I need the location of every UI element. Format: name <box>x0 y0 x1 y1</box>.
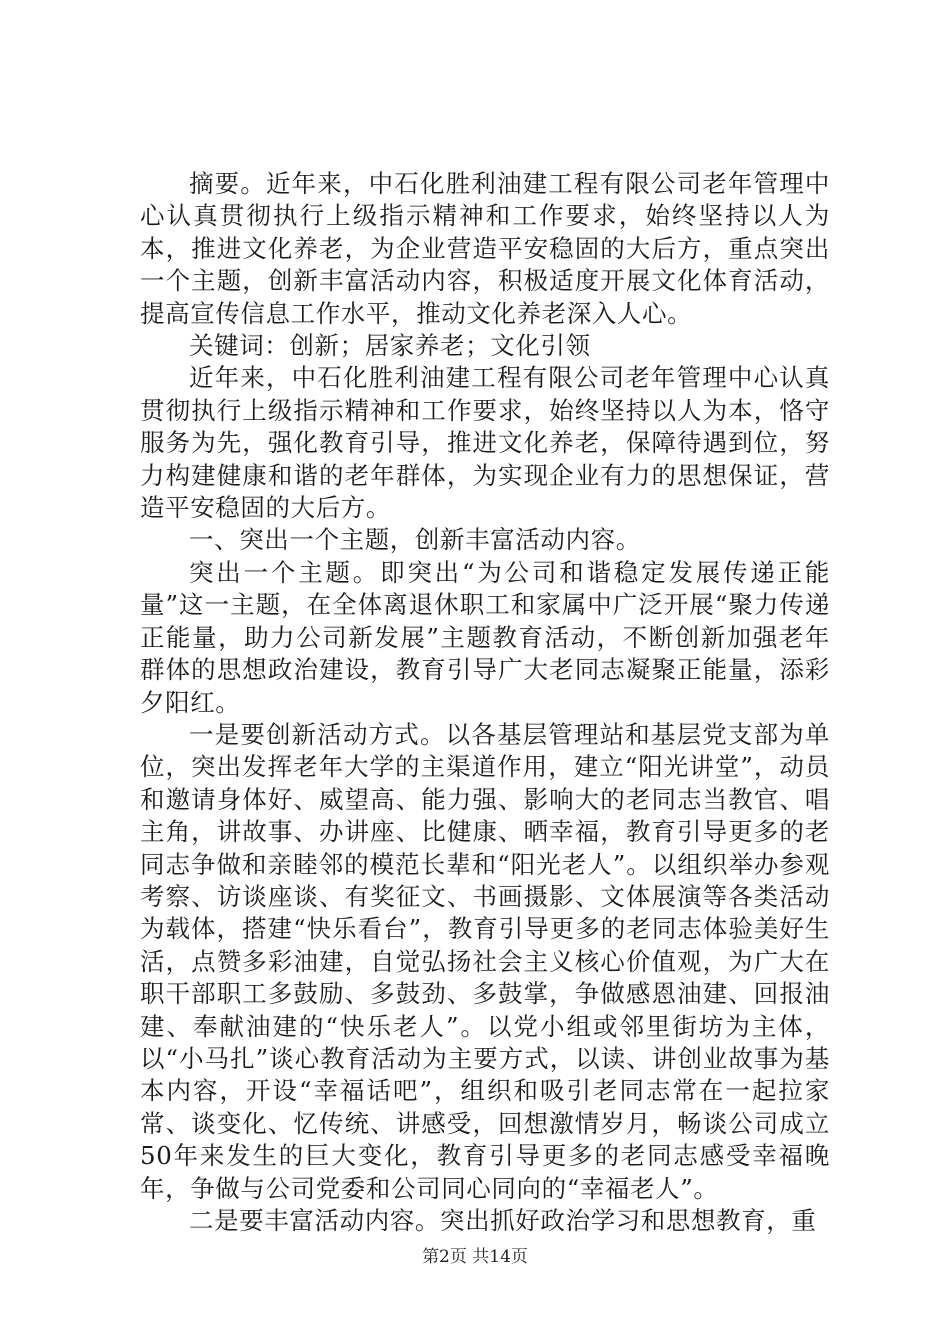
page-footer: 第2页 共14页 <box>422 1247 528 1267</box>
document-body <box>140 168 830 1237</box>
section-heading: 一、突出一个主题，创新丰富活动内容。 <box>189 525 641 555</box>
activity-method-paragraph: 一是要创新活动方式。以各基层管理站和基层党支部为单位，突出发挥老年大学的主渠道作用，建立“阳光讲堂”，动员和邀请身体好、威望高、能力强、影响大的老同志当教官、唱主角，讲故事、办讲座、比健康、晒幸福，教育引导更多的老同志争做和亲睦邻的模范长辈和“阳光老人”。以组织举办参观考察、访谈座谈、有奖征文、书画摄影、文体展演等各类活动为载体，搭建“快乐看台”，教育引导更多的老同志体验美好生活，点赞多彩油建，自觉弘扬社会主义核心价值观，为广大在职干部职工多鼓励、多鼓劲、多鼓掌，争做感恩油建、回报油建、奉献油建的“快乐老人”。以党小组或邻里街坊为主体，以“小马扎”谈心教育活动为主要方式，以读、讲创业故事为基本内容，开设“幸福话吧”，组织和吸引老同志常在一起拉家常、谈变化、忆传统、讲感受，回想激情岁月，畅谈公司成立50年来发生的巨大变化，教育引导更多的老同志感受幸福晚年，争做与公司党委和公司同心同向的“幸福老人”。 <box>140 719 830 1203</box>
abstract-paragraph: 摘要。近年来，中石化胜利油建工程有限公司老年管理中心认真贯彻执行上级指示精神和工作要求，始终坚持以人为本，推进文化养老，为企业营造平安稳固的大后方，重点突出一个主题，创新丰富活动内容，积极适度开展文化体育活动，提高宣传信息工作水平，推动文化养老深入人心。 <box>140 169 830 328</box>
keywords-paragraph: 关键词：创新；居家养老；文化引领 <box>189 331 591 361</box>
theme-paragraph: 突出一个主题。即突出“为公司和谐稳定发展传递正能量”这一主题，在全体离退休职工和家属中广泛开展“聚力传递正能量，助力公司新发展”主题教育活动，不断创新加强老年群体的思想政治建设，教育引导广大老同志凝聚正能量，添彩夕阳红。 <box>140 557 830 717</box>
intro-paragraph: 近年来，中石化胜利油建工程有限公司老年管理中心认真贯彻执行上级指示精神和工作要求，始终坚持以人为本，恪守服务为先，强化教育引导，推进文化养老，保障待遇到位，努力构建健康和谐的老年群体，为实现企业有力的思想保证，营造平安稳固的大后方。 <box>140 363 830 523</box>
activity-content-paragraph: 二是要丰富活动内容。突出抓好政治学习和思想教育，重 <box>189 1206 817 1235</box>
